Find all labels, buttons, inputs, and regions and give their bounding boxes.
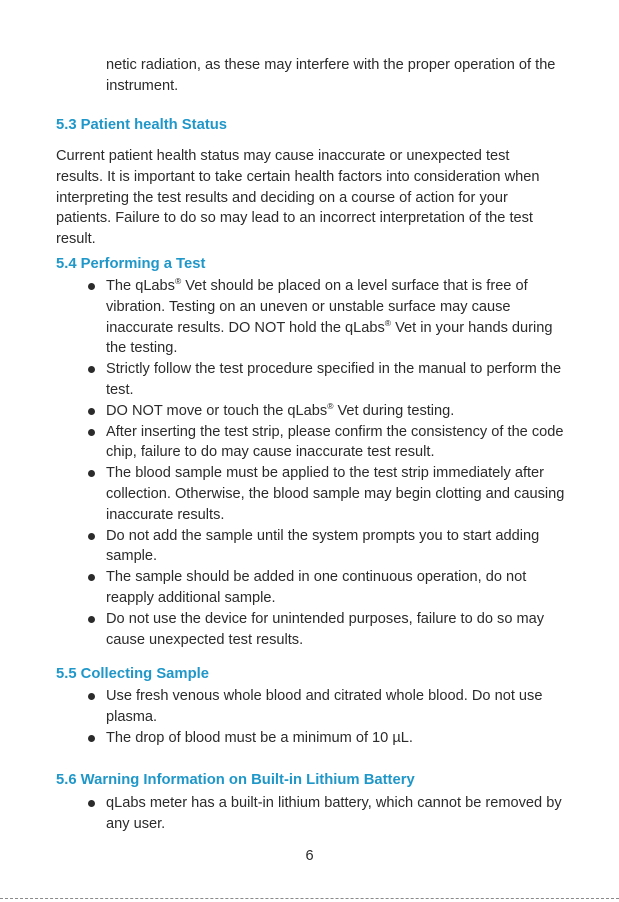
- list-item: [88, 728, 566, 749]
- bullet-icon: [88, 616, 95, 623]
- list-item: [88, 463, 566, 525]
- registered-mark: ®: [327, 400, 334, 411]
- bullet-icon: [88, 366, 95, 373]
- bullet-icon: [88, 533, 95, 540]
- list-item-text: qLabs meter has a built-in lithium battery, which cannot be removed by any user.: [106, 795, 562, 832]
- list-item-text: DO NOT move or touch the qLabs: [106, 402, 328, 419]
- lithium-battery-list: [88, 793, 566, 835]
- section-heading-5-3: 5.3 Patient health Status: [56, 117, 228, 133]
- intro-paragraph: netic radiation, as these may interfere with the proper operation of the instrument.: [106, 57, 556, 94]
- bullet-icon: [88, 574, 95, 581]
- bullet-icon: [88, 283, 95, 290]
- page-bottom-divider: [0, 898, 619, 899]
- list-item-text: The qLabs: [106, 278, 175, 294]
- page-number: 6: [305, 848, 314, 864]
- bullet-icon: [88, 429, 95, 436]
- list-item-text: Do not add the sample until the system prompts you to start adding sample.: [106, 527, 540, 565]
- bullet-icon: [88, 470, 95, 477]
- list-item-text: The sample should be added in one continuous operation, do not reapply additional sample.: [106, 569, 527, 606]
- list-item: [88, 526, 566, 568]
- list-item: [88, 276, 566, 359]
- list-item: [88, 793, 566, 835]
- registered-mark: ®: [384, 317, 392, 328]
- list-item-text: Vet should be placed on a level surface that is free of vibration. Testing on an uneven or unstable surface may cause inaccurate results. DO NOT hold the qLabs: [106, 278, 528, 336]
- list-item: [88, 609, 566, 651]
- list-item-text: After inserting the test strip, please confirm the consistency of the code chip, failure to do may cause inaccurate test result.: [106, 423, 564, 461]
- list-item-text: Use fresh venous whole blood and citrated whole blood. Do not use plasma.: [106, 688, 543, 725]
- section-heading-5-5: 5.5 Collecting Sample: [56, 666, 209, 682]
- list-item: [88, 422, 566, 464]
- list-item: [88, 567, 566, 609]
- list-item-text: The blood sample must be applied to the test strip immediately after collection. Otherwise, the blood sample may begin clotting and causing inaccurate results.: [106, 465, 565, 523]
- section-heading-5-4: 5.4 Performing a Test: [56, 256, 206, 272]
- list-item: [88, 359, 566, 401]
- list-item-text: Vet in your hands during the testing.: [106, 319, 553, 357]
- bullet-icon: [88, 693, 95, 700]
- registered-mark: ®: [174, 276, 182, 286]
- list-item-text: Vet during testing.: [333, 402, 455, 419]
- bullet-icon: [88, 408, 95, 415]
- bullet-icon: [88, 800, 95, 807]
- performing-test-list: [88, 276, 566, 650]
- collecting-sample-list: [88, 686, 566, 748]
- list-item-text: Strictly follow the test procedure specified in the manual to perform the test.: [106, 361, 562, 398]
- list-item-text: Do not use the device for unintended purposes, failure to do so may cause unexpected test results.: [106, 610, 545, 648]
- list-item: [88, 686, 566, 728]
- bullet-icon: [88, 735, 95, 742]
- list-item-text: The drop of blood must be a minimum of 10 µL.: [106, 729, 413, 746]
- patient-health-paragraph: Current patient health status may cause inaccurate or unexpected test results. It is important to take certain health factors into consideration when interpreting the test results and deciding on a course of action for your patients. Failure to do so may lead to an incorrect interpretation of the test result.: [56, 148, 540, 248]
- section-heading-5-6: 5.6 Warning Information on Built-in Lithium Battery: [56, 772, 415, 788]
- list-item: [88, 401, 566, 422]
